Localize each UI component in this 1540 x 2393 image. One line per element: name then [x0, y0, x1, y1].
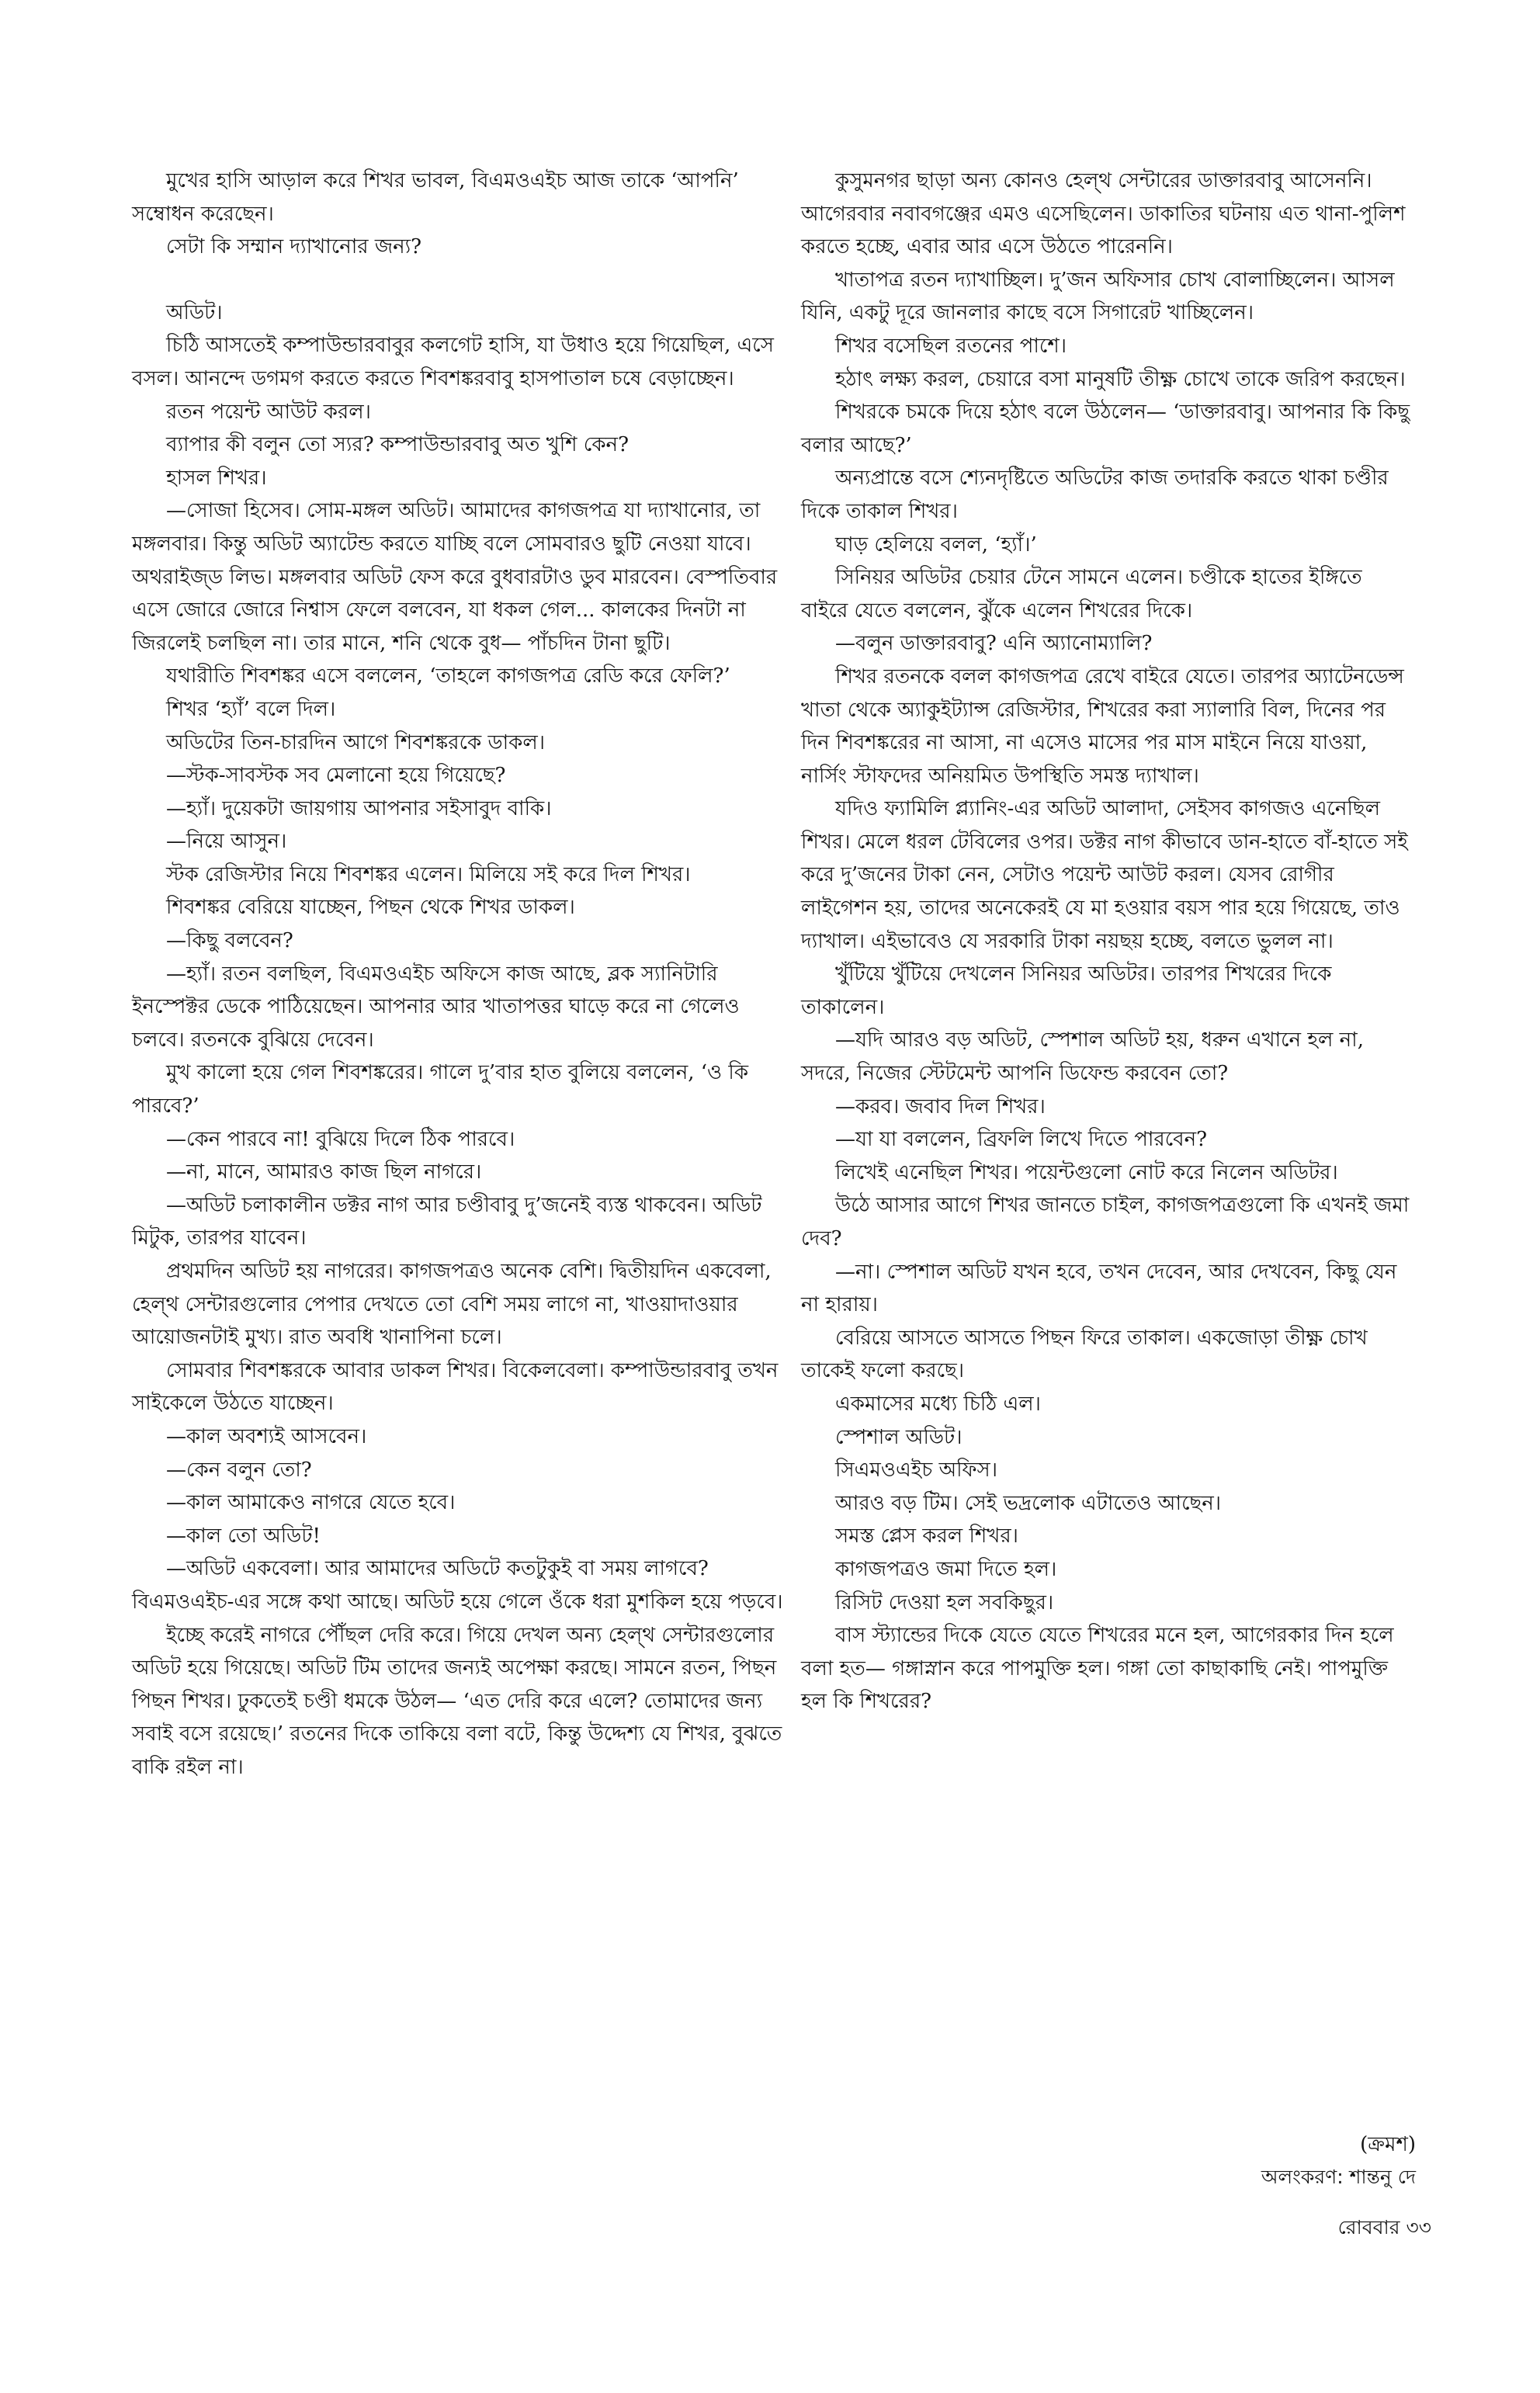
- paragraph: কাগজপত্রও জমা দিতে হল।: [835, 1557, 1057, 1581]
- paragraph: অডিটের তিন-চারদিন আগে শিবশঙ্করকে ডাকল।: [166, 730, 546, 754]
- paragraph: —করব। জবাব দিল শিখর।: [835, 1094, 1046, 1118]
- paragraph: শিখর রতনকে বলল কাগজপত্র রেখে বাইরে যেতে। তারপর অ্যাটেনডেন্স খাতা থেকে অ্যাকুইট্যান্স রেজিস্টার, শিখরের করা স্যালারি বিল, দিনের পর দিন শিবশঙ্করের না আসা, না এসেও মাসের পর মাস মাইনে নিয়ে যাওয়া, নার্সিং স্টাফদের অনিয়মিত উপস্থিতি সমস্ত দ্যাখাল।: [801, 664, 1404, 788]
- left-text-column: [132, 165, 784, 1784]
- paragraph: —না। স্পেশাল অডিট যখন হবে, তখন দেবেন, আর দেখবেন, কিছু যেন না হারায়।: [801, 1260, 1397, 1317]
- paragraph: ঘাড় হেলিয়ে বলল, ‘হ্যাঁ।’: [835, 532, 1037, 557]
- paragraph: —অডিট একবেলা। আর আমাদের অডিটে কতটুকুই বা সময় লাগবে? বিএমওএইচ-এর সঙ্গে কথা আছে। অডিট হয়ে গেলে ওঁকে ধরা মুশকিল হয়ে পড়বে।: [132, 1557, 783, 1614]
- paragraph: —কাল তো অডিট!: [166, 1524, 321, 1548]
- paragraph: স্টক রেজিস্টার নিয়ে শিবশঙ্কর এলেন। মিলিয়ে সই করে দিল শিখর।: [166, 862, 691, 886]
- paragraph: —যদি আরও বড় অডিট, স্পেশাল অডিট হয়, ধরুন এখানে হল না, সদরে, নিজের স্টেটমেন্ট আপনি ডিফেন্ড করবেন তো?: [801, 1028, 1364, 1086]
- paragraph: —অডিট চলাকালীন ডক্টর নাগ আর চণ্ডীবাবু দু’জনেই ব্যস্ত থাকবেন। অডিট মিটুক, তারপর যাবেন।: [132, 1193, 762, 1250]
- paragraph: কুসুমনগর ছাড়া অন্য কোনও হেল্‌থ সেন্টারের ডাক্তারবাবু আসেননি। আগেরবার নবাবগঞ্জের এমও এসেছিলেন। ডাকাতির ঘটনায় এত থানা-পুলিশ করতে হচ্ছে, এবার আর এসে উঠতে পারেননি।: [801, 169, 1406, 259]
- paragraph: ব্যাপার কী বলুন তো স্যর? কম্পাউন্ডারবাবু অত খুশি কেন?: [166, 433, 630, 457]
- paragraph: লিখেই এনেছিল শিখর। পয়েন্টগুলো নোট করে নিলেন অডিটর।: [835, 1160, 1338, 1184]
- paragraph: অন্যপ্রান্তে বসে শ্যেনদৃষ্টিতে অডিটের কাজ তদারকি করতে থাকা চণ্ডীর দিকে তাকাল শিখর।: [801, 466, 1389, 523]
- paragraph: সমস্ত প্লেস করল শিখর।: [835, 1524, 1018, 1549]
- paragraph: মুখের হাসি আড়াল করে শিখর ভাবল, বিএমওএইচ আজ তাকে ‘আপনি’ সম্বোধন করেছেন।: [132, 169, 739, 226]
- paragraph: —স্টক-সাবস্টক সব মেলানো হয়ে গিয়েছে?: [166, 764, 506, 788]
- paragraph: অডিট।: [166, 300, 223, 324]
- paragraph: —হ্যাঁ। দুয়েকটা জায়গায় আপনার সইসাবুদ বাকি।: [166, 796, 552, 820]
- paragraph: শিখর ‘হ্যাঁ’ বলে দিল।: [166, 697, 336, 721]
- paragraph: —কেন বলুন তো?: [166, 1458, 312, 1482]
- paragraph: সেটা কি সম্মান দ্যাখানোর জন্য?: [166, 235, 422, 259]
- paragraph: শিখর বসেছিল রতনের পাশে।: [835, 334, 1067, 358]
- paragraph: শিবশঙ্কর বেরিয়ে যাচ্ছেন, পিছন থেকে শিখর ডাকল।: [166, 896, 575, 920]
- paragraph: সিনিয়র অডিটর চেয়ার টেনে সামনে এলেন। চণ্ডীকে হাতের ইঙ্গিতে বাইরে যেতে বললেন, ঝুঁকে এলেন শিখরের দিকে।: [801, 566, 1362, 623]
- paragraph: —যা যা বললেন, ব্রিফলি লিখে দিতে পারবেন?: [835, 1128, 1208, 1152]
- paragraph: খুঁটিয়ে খুঁটিয়ে দেখলেন সিনিয়র অডিটর। তারপর শিখরের দিকে তাকালেন।: [801, 962, 1332, 1019]
- paragraph: যদিও ফ্যামিলি প্ল্যানিং-এর অডিট আলাদা, সেইসব কাগজও এনেছিল শিখর। মেলে ধরল টেবিলের ওপর। ডক্টর নাগ কীভাবে ডান-হাতে বাঁ-হাতে সই করে দু’জনের টাকা নেন, সেটাও পয়েন্ট আউট করল। যেসব রোগীর লাইগেশন হয়, তাদের অনেকেরই যে মা হওয়ার বয়স পার হয়ে গিয়েছে, তাও দ্যাখাল। এইভাবেও যে সরকারি টাকা নয়ছয় হচ্ছে, বলতে ভুলল না।: [801, 797, 1408, 953]
- paragraph: মুখ কালো হয়ে গেল শিবশঙ্করের। গালে দু’বার হাত বুলিয়ে বললেন, ‘ও কি পারবে?’: [132, 1061, 749, 1118]
- paragraph: —কেন পারবে না! বুঝিয়ে দিলে ঠিক পারবে।: [166, 1127, 515, 1151]
- section-break: [132, 264, 784, 297]
- paragraph: বাস স্ট্যান্ডের দিকে যেতে যেতে শিখরের মনে হল, আগেরকার দিন হলে বলা হত— গঙ্গাস্নান করে পাপমুক্তি হল। গঙ্গা তো কাছাকাছি নেই। পাপমুক্তি হল কি শিখরের?: [801, 1624, 1394, 1714]
- paragraph: হাসল শিখর।: [166, 466, 267, 490]
- paragraph: হঠাৎ লক্ষ্য করল, চেয়ারে বসা মানুষটি তীক্ষ্ণ চোখে তাকে জরিপ করছেন।: [835, 367, 1406, 391]
- paragraph: —নিয়ে আসুন।: [166, 830, 287, 854]
- paragraph: শিখরকে চমকে দিয়ে হঠাৎ বলে উঠলেন— ‘ডাক্তারবাবু। আপনার কি কিছু বলার আছে?’: [801, 401, 1410, 457]
- paragraph: যথারীতি শিবশঙ্কর এসে বললেন, ‘তাহলে কাগজপত্র রেডি করে ফেলি?’: [166, 664, 730, 688]
- paragraph: —হ্যাঁ। রতন বলছিল, বিএমওএইচ অফিসে কাজ আছে, ব্লক স্যানিটারি ইনস্পেক্টর ডেকে পাঠিয়েছেন। আপনার আর খাতাপত্তর ঘাড়ে করে না গেলেও চলবে। রতনকে বুঝিয়ে দেবেন।: [132, 962, 740, 1052]
- story-footer: [1261, 2128, 1416, 2194]
- paragraph: রতন পয়েন্ট আউট করল।: [166, 400, 371, 424]
- paragraph: সিএমওএইচ অফিস।: [835, 1458, 997, 1483]
- paragraph: খাতাপত্র রতন দ্যাখাচ্ছিল। দু’জন অফিসার চোখ বোলাচ্ছিলেন। আসল যিনি, একটু দূরে জানলার কাছে বসে সিগারেট খাচ্ছিলেন।: [801, 268, 1395, 325]
- paragraph: —কিছু বলবেন?: [166, 929, 293, 953]
- paragraph: চিঠি আসতেই কম্পাউন্ডারবাবুর কলগেট হাসি, যা উধাও হয়ে গিয়েছিল, এসে বসল। আনন্দে ডগমগ করতে করতে শিবশঙ্করবাবু হাসপাতাল চষে বেড়াচ্ছেন।: [132, 334, 774, 390]
- paragraph: স্পেশাল অডিট।: [835, 1425, 962, 1449]
- continued-label: (ক্রমশ): [1360, 2133, 1416, 2156]
- paragraph: —কাল অবশ্যই আসবেন।: [166, 1424, 367, 1448]
- paragraph: সোমবার শিবশঙ্করকে আবার ডাকল শিখর। বিকেলবেলা। কম্পাউন্ডারবাবু তখন সাইকেলে উঠতে যাচ্ছেন।: [132, 1358, 779, 1416]
- paragraph: প্রথমদিন অডিট হয় নাগরের। কাগজপত্রও অনেক বেশি। দ্বিতীয়দিন একবেলা, হেল্‌থ সেন্টারগুলোর পেপার দেখতে তো বেশি সময় লাগে না, খাওয়াদাওয়ার আয়োজনটাই মুখ্য। রাত অবধি খানাপিনা চলে।: [132, 1260, 772, 1350]
- paragraph: —সোজা হিসেব। সোম-মঙ্গল অডিট। আমাদের কাগজপত্র যা দ্যাখানোর, তা মঙ্গলবার। কিন্তু অডিট অ্যাটেন্ড করতে যাচ্ছি বলে সোমবারও ছুটি নেওয়া যাবে। অথরাইজ্‌ড লিভ। মঙ্গলবার অডিট ফেস করে বুধবারটাও ডুব মারবেন। বেস্পতিবার এসে জোরে জোরে নিশ্বাস ফেলে বলবেন, যা ধকল গেল... কালকের দিনটা না জিরলেই চলছিল না। তার মানে, শনি থেকে বুধ— পাঁচদিন টানা ছুটি।: [132, 499, 778, 655]
- illustration-credit: অলংকরণ: শান্তনু দে: [1261, 2166, 1416, 2188]
- paragraph: বেরিয়ে আসতে আসতে পিছন ফিরে তাকাল। একজোড়া তীক্ষ্ণ চোখ তাকেই ফলো করছে।: [801, 1326, 1368, 1383]
- right-text-column: [801, 165, 1414, 1718]
- paragraph: —না, মানে, আমারও কাজ ছিল নাগরে।: [166, 1160, 482, 1184]
- paragraph: —কাল আমাকেও নাগরে যেতে হবে।: [166, 1491, 456, 1515]
- paragraph: একমাসের মধ্যে চিঠি এল।: [835, 1392, 1041, 1416]
- paragraph: উঠে আসার আগে শিখর জানতে চাইল, কাগজপত্রগুলো কি এখনই জমা দেব?: [801, 1194, 1410, 1250]
- paragraph: —বলুন ডাক্তারবাবু? এনি অ্যানোম্যালি?: [835, 632, 1153, 656]
- paragraph: রিসিট দেওয়া হল সবকিছুর।: [835, 1590, 1054, 1614]
- page-number: রোববার ৩৩: [1337, 2216, 1431, 2239]
- paragraph: আরও বড় টিম। সেই ভদ্রলোক এটাতেও আছেন।: [835, 1491, 1222, 1515]
- paragraph: ইচ্ছে করেই নাগরে পৌঁছল দেরি করে। গিয়ে দেখল অন্য হেল্‌থ সেন্টারগুলোর অডিট হয়ে গিয়েছে। অডিট টিম তাদের জন্যই অপেক্ষা করছে। সামনে রতন, পিছন পিছন শিখর। ঢুকতেই চণ্ডী ধমকে উঠল— ‘এত দেরি করে এলে? তোমাদের জন্য সবাই বসে রয়েছে।’ রতনের দিকে তাকিয়ে বলা বটে, কিন্তু উদ্দেশ্য যে শিখর, বুঝতে বাকি রইল না।: [132, 1623, 782, 1779]
